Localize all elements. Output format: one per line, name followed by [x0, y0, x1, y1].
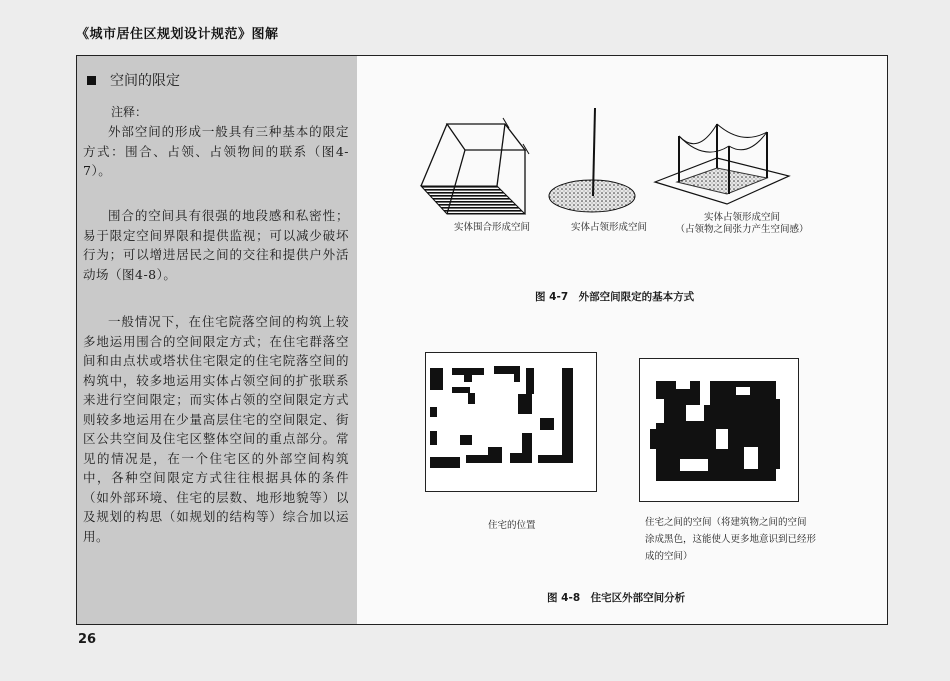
- space-description: [645, 514, 816, 565]
- square-bullet-icon: [87, 76, 96, 85]
- figure-4-7-caption: 图 4-7 外部空间限定的基本方式: [535, 291, 695, 303]
- page-frame: [76, 55, 888, 625]
- figure-4-7-drawings: [417, 96, 837, 226]
- section-title: 空间的限定: [110, 73, 180, 89]
- figure-area: [357, 56, 889, 624]
- tension-drawing: [655, 124, 789, 204]
- space-between-housing-diagram: [639, 358, 799, 502]
- label-enclosure: 实体围合形成空间: [454, 222, 531, 233]
- page-header: 《城市居住区规划设计规范》图解: [76, 27, 279, 42]
- figure-4-8-caption: 图 4-8 住宅区外部空间分析: [547, 592, 686, 604]
- enclosure-drawing: [421, 118, 529, 214]
- label-tension-line2: （占领物之间张力产生空间感）: [675, 224, 809, 235]
- occupy-drawing: [549, 108, 635, 212]
- section-heading: [87, 70, 180, 90]
- space-description-line-2: 涂成黑色，这能使人更多地意识到已经形: [645, 534, 817, 545]
- label-occupy: 实体占领形成空间: [571, 222, 648, 233]
- annotation-sidebar: [77, 56, 357, 624]
- space-description-line-3: 成的空间）: [645, 551, 693, 562]
- space-description-line-1: 住宅之间的空间（将建筑物之间的空间: [645, 517, 807, 528]
- label-tension-line1: 实体占领形成空间: [703, 212, 780, 223]
- label-housing-positions: 住宅的位置: [488, 520, 536, 531]
- paragraph-3: 一般情况下，在住宅院落空间的构筑上较多地运用围合的空间限定方式；在住宅群落空间和由点状或塔状住宅限定的住宅院落空间的构筑中，较多地运用实体占领空间的扩张联系来进行空间限定；而实体占领的空间限定方式则较多地运用在少量高层住宅的空间限定、街区公共空间及住宅区整体空间的重点部分。常见的情况是，在一个住宅区的外部空间构筑中，各种空间限定方式往往根据具体的条件（如外部环境、住宅的层数、地形地貌等）以及规划的构思（如规划的结构等）综合加以运用。: [83, 314, 349, 544]
- housing-positions-diagram: [425, 352, 597, 492]
- paragraph-2: 围合的空间具有很强的地段感和私密性；易于限定空间界限和提供监视；可以减少破坏行为；可以增进居民之间的交往和提供户外活动场（图4-8）。: [83, 208, 349, 282]
- paragraph-1: 外部空间的形成一般具有三种基本的限定方式：围合、占领、占领物间的联系（图4-7）。: [83, 124, 349, 178]
- note-label: 注释：: [111, 105, 148, 119]
- page-number: 26: [78, 632, 97, 647]
